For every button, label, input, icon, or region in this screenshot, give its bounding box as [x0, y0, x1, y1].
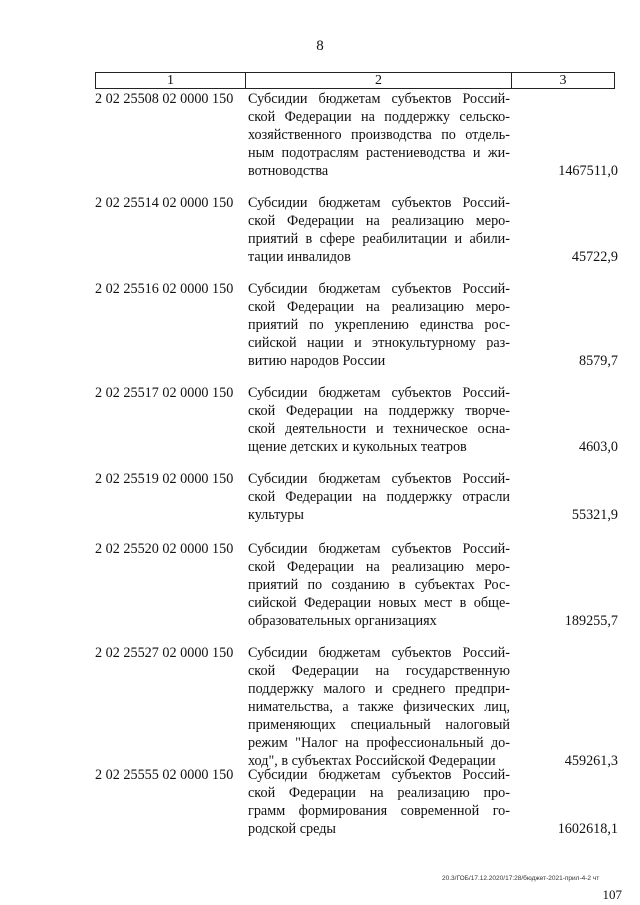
document-stamp: 20.3/ГОБ/17.12.2020/17:28/бюджет-2021-прил-4-2 чт: [442, 875, 600, 882]
description-line: Субсидии бюджетам субъектов Россий-: [248, 541, 510, 557]
description-line: режим "Налог на профессиональный до-: [248, 735, 510, 751]
description-line: Субсидии бюджетам субъектов Россий-: [248, 471, 510, 487]
description-line: сийской нации и этнокультурному раз-: [248, 335, 510, 351]
row-amount: 189255,7: [564, 613, 618, 629]
row-amount: 8579,7: [578, 353, 618, 369]
row-amount: 459261,3: [564, 753, 618, 769]
description-line: ской Федерации на реализацию меро-: [248, 299, 510, 315]
row-amount: 55321,9: [571, 507, 618, 523]
row-description: [248, 384, 510, 456]
description-line: Субсидии бюджетам субъектов Россий-: [248, 645, 510, 661]
description-line: приятий в сфере реабилитации и абили-: [248, 231, 510, 247]
description-line: Субсидии бюджетам субъектов Россий-: [248, 281, 510, 297]
description-line: поддержку малого и среднего предпри-: [248, 681, 510, 697]
description-line: родской среды: [248, 821, 336, 837]
row-description: [248, 194, 510, 266]
description-line: грамм формирования современной го-: [248, 803, 510, 819]
row-description: [248, 766, 510, 838]
row-code: 2 02 25516 02 0000 150: [95, 281, 234, 297]
description-line: вотноводства: [248, 163, 329, 179]
row-code: 2 02 25519 02 0000 150: [95, 471, 234, 487]
row-code: 2 02 25508 02 0000 150: [95, 91, 234, 107]
description-line: щение детских и кукольных театров: [248, 439, 467, 455]
description-line: образовательных организациях: [248, 613, 437, 629]
description-line: ской Федерации на поддержку сельско-: [248, 109, 510, 125]
page-number: 8: [316, 38, 324, 54]
description-line: ской Федерации на государственную: [248, 663, 510, 679]
description-line: приятий по укреплению единства рос-: [248, 317, 510, 333]
description-line: ской Федерации на реализацию меро-: [248, 213, 510, 229]
header-col-2: 2: [246, 73, 512, 88]
description-line: Субсидии бюджетам субъектов Россий-: [248, 767, 510, 783]
description-line: нимательства, а также физических лиц,: [248, 699, 510, 715]
row-description: [248, 644, 510, 770]
description-line: витию народов России: [248, 353, 386, 369]
description-line: Субсидии бюджетам субъектов Россий-: [248, 195, 510, 211]
row-code: 2 02 25527 02 0000 150: [95, 645, 234, 661]
header-col-3: 3: [559, 73, 567, 88]
row-description: [248, 90, 510, 180]
row-description: [248, 470, 510, 524]
row-amount: 1602618,1: [557, 821, 618, 837]
table-header: [95, 72, 615, 89]
description-line: приятий по созданию в субъектах Рос-: [248, 577, 510, 593]
row-amount: 1467511,0: [558, 163, 618, 179]
description-line: ской Федерации на реализацию меро-: [248, 559, 510, 575]
description-line: хозяйственного производства по отдель-: [248, 127, 510, 143]
row-code: 2 02 25517 02 0000 150: [95, 385, 234, 401]
description-line: ход", в субъектах Российской Федерации: [248, 753, 496, 769]
row-code: 2 02 25520 02 0000 150: [95, 541, 234, 557]
description-line: ным подотраслям растениеводства и жи-: [248, 145, 510, 161]
row-amount: 4603,0: [578, 439, 618, 455]
row-amount: 45722,9: [571, 249, 618, 265]
footer-page-number: 107: [602, 887, 622, 902]
row-code: 2 02 25555 02 0000 150: [95, 767, 234, 783]
row-code: 2 02 25514 02 0000 150: [95, 195, 234, 211]
description-line: Субсидии бюджетам субъектов Россий-: [248, 385, 510, 401]
description-line: Субсидии бюджетам субъектов Россий-: [248, 91, 510, 107]
description-line: ской Федерации на поддержку отрасли: [248, 489, 510, 505]
row-description: [248, 280, 510, 370]
row-description: [248, 540, 510, 630]
description-line: сийской Федерации новых мест в обще-: [248, 595, 510, 611]
description-line: культуры: [248, 507, 304, 523]
description-line: ской деятельности и техническое осна-: [248, 421, 510, 437]
description-line: ской Федерации на поддержку творче-: [248, 403, 510, 419]
description-line: ской Федерации на реализацию про-: [248, 785, 510, 801]
description-line: применяющих специальный налоговый: [248, 717, 510, 733]
header-col-1: 1: [96, 73, 246, 88]
description-line: тации инвалидов: [248, 249, 351, 265]
